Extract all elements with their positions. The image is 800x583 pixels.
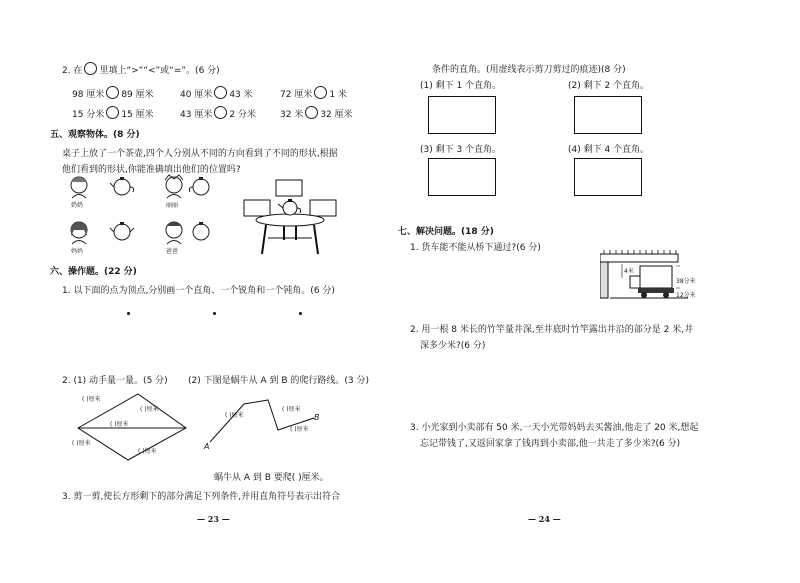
compare-item: 32 米 32 厘米 <box>280 106 353 120</box>
option-4: (4) 剩下 4 个直角。 <box>568 145 650 155</box>
blank-unit: ( )厘米 <box>72 440 91 447</box>
teapot-view-icon <box>189 177 209 195</box>
q2-instruction: 2. 在 里填上“>”“<”或“=”。(6 分) <box>62 62 220 76</box>
q3-continuation: 条件的直角。(用虚线表示剪刀剪过的痕迹)(8 分) <box>432 65 626 75</box>
truck-label-base: 12分米 <box>676 292 696 299</box>
truck-label-box: 38分米 <box>676 278 696 285</box>
label-lili: 丽丽 <box>166 202 179 209</box>
compare-item: 72 厘米 1 米 <box>280 86 347 100</box>
rectangle-3[interactable] <box>428 158 496 196</box>
snail-path <box>206 394 326 450</box>
compare-item: 43 厘米 2 分米 <box>180 106 256 120</box>
option-2: (2) 剩下 2 个直角。 <box>568 81 650 91</box>
teapot-view-icon <box>110 222 134 240</box>
blank-unit: ( )厘米 <box>225 412 244 419</box>
section-7-q3b: 忘记带钱了,又返回家拿了钱再到小卖部,他一共走了多少米?(6 分) <box>420 439 681 449</box>
compare-circle[interactable] <box>84 62 97 75</box>
blank-unit: ( )厘米 <box>140 406 159 413</box>
section-6-title: 六、操作题。(22 分) <box>50 267 137 277</box>
observation-figures <box>66 172 216 254</box>
bridge-label-height: 4米 <box>624 268 634 275</box>
section-5-title: 五、观察物体。(8 分) <box>50 130 140 140</box>
blank-unit: ( )厘米 <box>290 426 309 433</box>
compare-circle[interactable] <box>314 86 327 99</box>
section-7-q2a: 2. 用一根 8 米长的竹竿量井深,至井底时竹竿露出井沿的部分是 2 米,井 <box>410 325 694 335</box>
compare-circle[interactable] <box>106 106 119 119</box>
person-lili-icon <box>165 175 183 198</box>
snail-point-a: A <box>204 442 210 451</box>
blank-unit: ( )厘米 <box>282 406 301 413</box>
compare-item: 40 厘米 43 米 <box>180 86 253 100</box>
section-6-q2b: (2) 下图是蜗牛从 A 到 B 的爬行路线。(3 分) <box>188 376 369 386</box>
section-6-q1: 1. 以下面的点为顶点,分别画一个直角、一个锐角和一个钝角。(6 分) <box>62 286 335 296</box>
rectangle-4[interactable] <box>574 158 642 196</box>
rectangle-1[interactable] <box>428 96 496 134</box>
answer-box-left <box>244 200 270 216</box>
section-7-q3a: 3. 小光家到小卖部有 50 米,一天小光带妈妈去买酱油,他走了 20 米,想起 <box>410 423 699 433</box>
option-3: (3) 剩下 3 个直角。 <box>420 145 502 155</box>
blank-unit: ( )厘米 <box>138 448 157 455</box>
person-grandma-icon <box>71 177 87 198</box>
compare-item: 15 分米 15 厘米 <box>72 106 154 120</box>
vertex-dot[interactable] <box>127 312 130 315</box>
option-1: (1) 剩下 1 个直角。 <box>420 81 502 91</box>
label-father: 爸爸 <box>166 248 179 255</box>
vertex-dot[interactable] <box>299 312 302 315</box>
section-5-line1: 桌子上放了一个茶壶,四个人分别从不同的方向看到了不同的形状,根据 <box>62 149 338 159</box>
person-mother-icon <box>71 222 87 244</box>
table-teapot-figure <box>240 178 340 256</box>
compare-circle[interactable] <box>305 106 318 119</box>
answer-box-top <box>276 180 302 196</box>
section-7-title: 七、解决问题。(18 分) <box>398 227 494 237</box>
blank-unit: ( )厘米 <box>110 421 129 428</box>
vertex-dot[interactable] <box>213 312 216 315</box>
teapot-view-icon <box>193 222 209 240</box>
label-grandma: 奶奶 <box>71 202 84 209</box>
answer-box-right <box>310 200 336 216</box>
snail-answer: 蜗牛从 A 到 B 要爬( )厘米。 <box>214 473 329 483</box>
person-father-icon <box>166 222 182 244</box>
page-number-left: — 23 — <box>197 514 230 524</box>
section-5-line2: 他们看到的形状,你能准确填出他们的位置吗? <box>62 165 241 175</box>
snail-point-b: B <box>314 413 320 422</box>
page-number-right: — 24 — <box>528 514 561 524</box>
compare-circle[interactable] <box>214 86 227 99</box>
section-6-q2a: 2. (1) 动手量一量。(5 分) <box>62 376 168 386</box>
compare-circle[interactable] <box>214 106 227 119</box>
compare-circle[interactable] <box>106 86 119 99</box>
teapot-view-icon <box>110 177 134 195</box>
label-mother: 妈妈 <box>71 248 84 255</box>
section-7-q1: 1. 货车能不能从桥下通过?(6 分) <box>410 243 541 253</box>
compare-item: 98 厘米 89 厘米 <box>72 86 154 100</box>
section-6-q3: 3. 剪一剪,使长方形剩下的部分满足下列条件,并用直角符号表示出符合 <box>62 492 341 502</box>
blank-unit: ( )厘米 <box>82 396 101 403</box>
section-7-q2b: 深多少米?(6 分) <box>420 341 486 351</box>
rectangle-2[interactable] <box>574 96 642 134</box>
